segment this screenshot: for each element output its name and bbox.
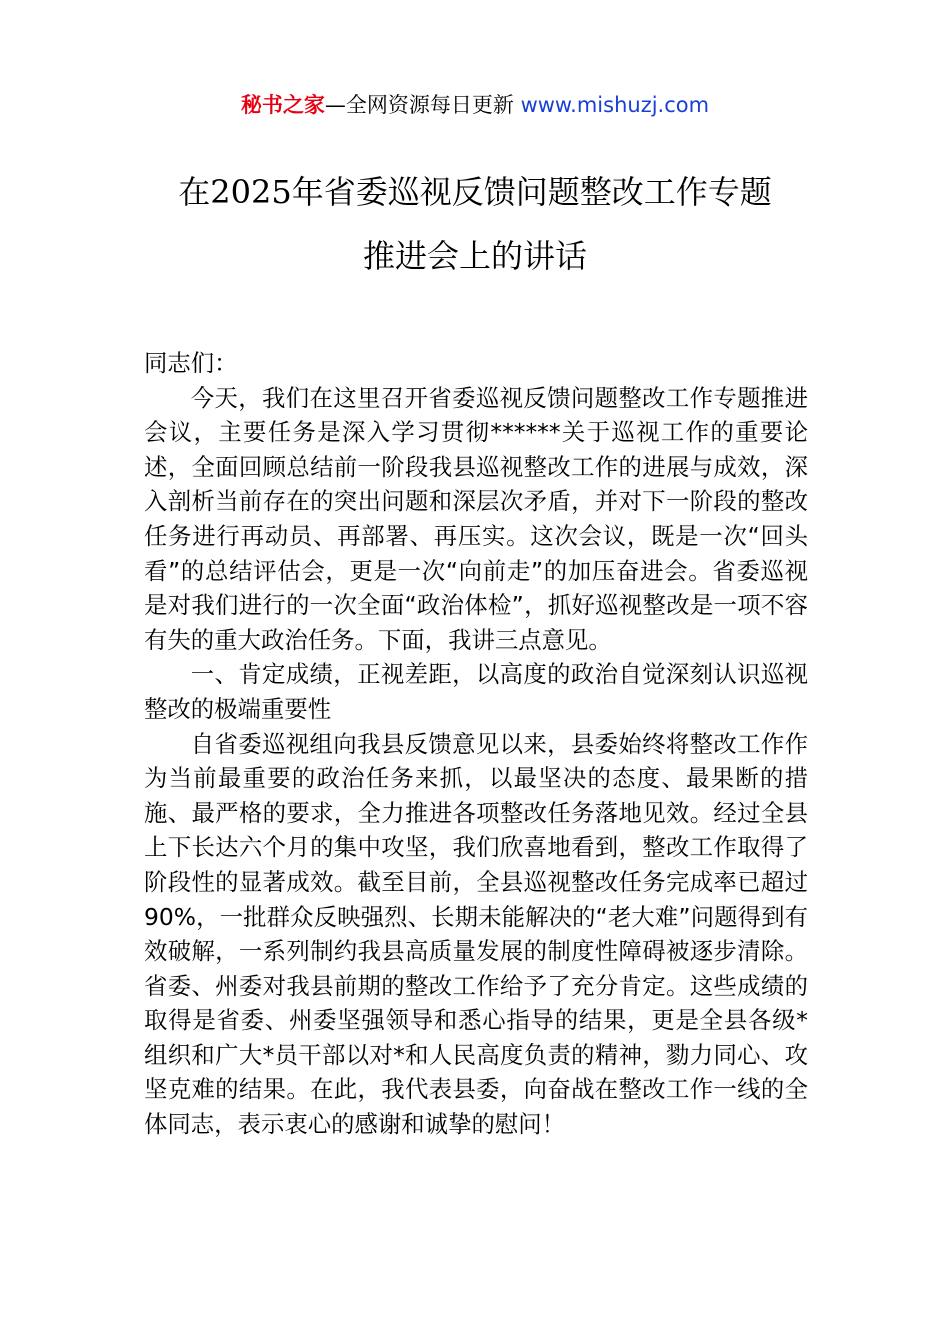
site-slogan: —全网资源每日更新 bbox=[324, 93, 514, 117]
opening-paragraph: 今天，我们在这里召开省委巡视反馈问题整改工作专题推进会议，主要任务是深入学习贯彻******关于巡视工作的重要论述，全面回顾总结前一阶段我县巡视整改工作的进展与成效，深入剖析当前存在的突出问题和深层次矛盾，并对下一阶段的整改任务进行再动员、再部署、再压实。这次会议，既是一次“回头看”的总结评估会，更是一次“向前走”的加压奋进会。省委巡视是对我们进行的一次全面“政治体检”，抓好巡视整改是一项不容有失的重大政治任务。下面，我讲三点意见。 bbox=[144, 383, 808, 654]
document-body bbox=[144, 346, 808, 1142]
salutation: 同志们： bbox=[144, 349, 238, 377]
site-url-link[interactable]: www.mishuzj.com bbox=[520, 93, 710, 117]
site-header bbox=[0, 88, 950, 122]
document-title-line-2: 推进会上的讲话 bbox=[362, 237, 587, 275]
section-heading-1: 一、肯定成绩，正视差距，以高度的政治自觉深刻认识巡视整改的极端重要性 bbox=[144, 660, 808, 723]
site-name: 秘书之家 bbox=[240, 93, 325, 117]
document-title-line-1: 在2025年省委巡视反馈问题整改工作专题 bbox=[178, 173, 772, 211]
document-title bbox=[100, 160, 850, 288]
section-1-paragraph: 自省委巡视组向我县反馈意见以来，县委始终将整改工作作为当前最重要的政治任务来抓，以最坚决的态度、最果断的措施、最严格的要求，全力推进各项整改任务落地见效。经过全县上下长达六个月的集中攻坚，我们欣喜地看到，整改工作取得了阶段性的显著成效。截至目前，全县巡视整改任务完成率已超过90%，一批群众反映强烈、长期未能解决的“老大难”问题得到有效破解，一系列制约我县高质量发展的制度性障碍被逐步清除。省委、州委对我县前期的整改工作给予了充分肯定。这些成绩的取得是省委、州委坚强领导和悉心指导的结果，更是全县各级*组织和广大*员干部以对*和人民高度负责的精神，勠力同心、攻坚克难的结果。在此，我代表县委，向奋战在整改工作一线的全体同志，表示衷心的感谢和诚挚的慰问！ bbox=[144, 729, 808, 1139]
